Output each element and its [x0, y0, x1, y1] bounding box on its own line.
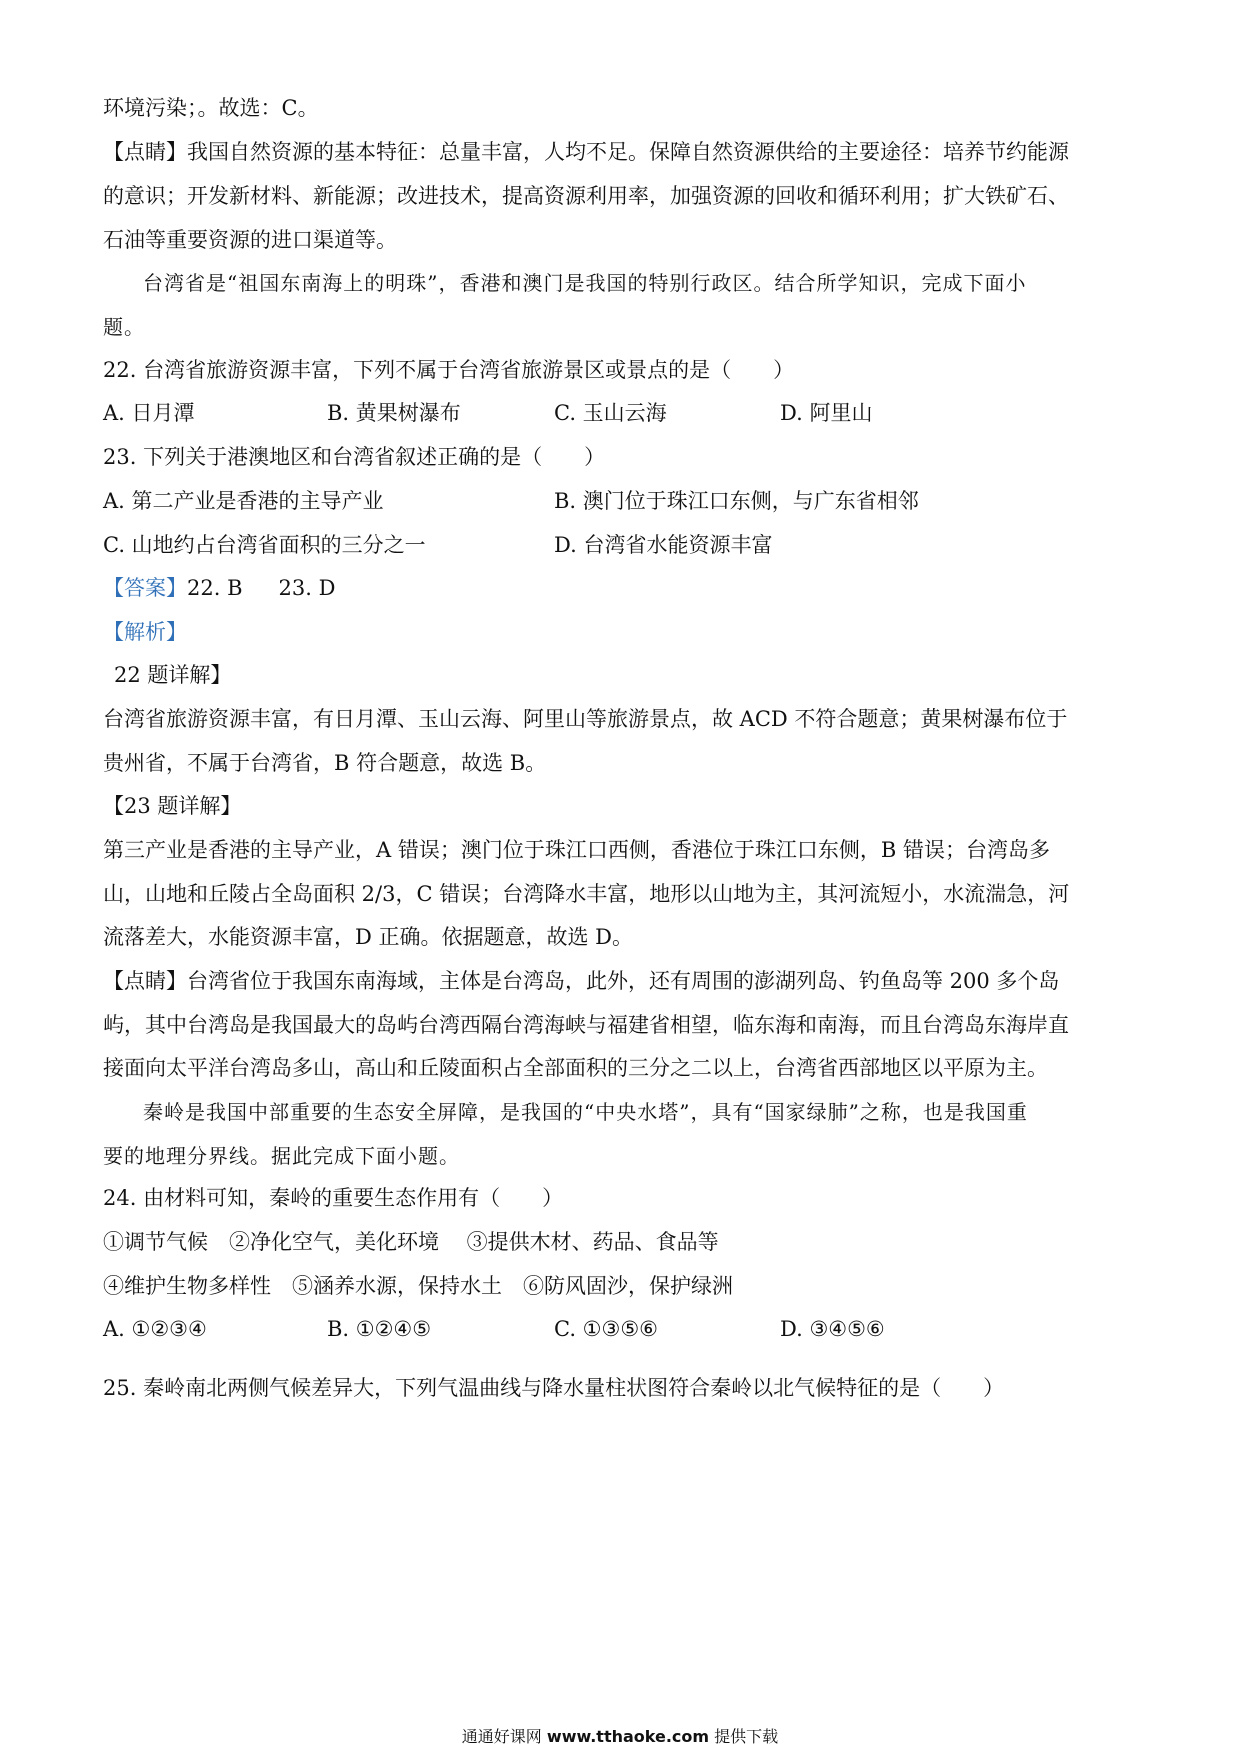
- detail-23-line: 第三产业是香港的主导产业，A 错误；澳门位于珠江口西侧，香港位于珠江口东侧，B 错误；台湾岛多: [103, 838, 1050, 862]
- detail-23-line: 流落差大，水能资源丰富，D 正确。依据题意，故选 D。: [103, 925, 634, 949]
- question-22-option-c: C. 玉山云海: [554, 401, 667, 425]
- question-24-option-d: D. ③④⑤⑥: [780, 1317, 885, 1341]
- question-25-stem: 25. 秦岭南北两侧气候差异大，下列气温曲线与降水量柱状图符合秦岭以北气候特征的是（ ）: [103, 1376, 1005, 1400]
- tip-tag: 【点睛】: [103, 969, 187, 993]
- answer-tag: 【答案】: [103, 576, 187, 600]
- footer-site-name: 通通好课网: [461, 1727, 542, 1746]
- detail-22-title: 22 题详解】: [114, 663, 232, 687]
- question-23-option-d: D. 台湾省水能资源丰富: [554, 533, 773, 557]
- text-line: 接面向太平洋台湾岛多山，高山和丘陵面积占全部面积的三分之二以上，台湾省西部地区以平原为主。: [103, 1056, 1048, 1080]
- detail-22-line: 台湾省旅游资源丰富，有日月潭、玉山云海、阿里山等旅游景点，故 ACD 不符合题意；黄果树瀑布位于: [103, 707, 1068, 731]
- question-22-stem: 22. 台湾省旅游资源丰富，下列不属于台湾省旅游景区或景点的是（ ）: [103, 358, 795, 382]
- analysis-tag: 【解析】: [103, 620, 187, 644]
- tip-paragraph-line: [103, 966, 1059, 996]
- text-line: 的意识；开发新材料、新能源；改进技术，提高资源利用率，加强资源的回收和循环利用；扩大铁矿石、: [103, 184, 1069, 208]
- text-line: 环境污染；。故选：C。: [103, 96, 319, 120]
- question-23-option-a: A. 第二产业是香港的主导产业: [103, 489, 384, 513]
- tip-text: 台湾省位于我国东南海域，主体是台湾岛，此外，还有周围的澎湖列岛、钓鱼岛等 200 多个岛: [187, 969, 1060, 993]
- material-intro-line: 秦岭是我国中部重要的生态安全屏障，是我国的“中央水塔”，具有“国家绿肺”之称，也是我国重: [143, 1100, 1028, 1124]
- answer-22: 22. B: [187, 576, 243, 600]
- footer-url[interactable]: www.tthaoke.com: [546, 1727, 710, 1746]
- question-24-items: ①调节气候 ②净化空气，美化环境 ③提供木材、药品、食品等: [103, 1230, 719, 1254]
- text-line: 石油等重要资源的进口渠道等。: [103, 228, 397, 252]
- question-22-option-a: A. 日月潭: [103, 401, 195, 425]
- page-footer: [0, 1727, 1240, 1747]
- question-22-option-d: D. 阿里山: [780, 401, 873, 425]
- question-22-option-b: B. 黄果树瀑布: [327, 401, 461, 425]
- material-intro-line: 题。: [103, 315, 145, 339]
- tip-tag: 【点睛】: [103, 140, 187, 164]
- question-23-option-c: C. 山地约占台湾省面积的三分之一: [103, 533, 426, 557]
- question-24-stem: 24. 由材料可知，秦岭的重要生态作用有（ ）: [103, 1186, 564, 1210]
- question-24-option-c: C. ①③⑤⑥: [554, 1317, 658, 1341]
- material-intro-line: 要的地理分界线。据此完成下面小题。: [103, 1144, 460, 1168]
- answer-line: [103, 573, 335, 603]
- detail-23-line: 山，山地和丘陵占全岛面积 2/3，C 错误；台湾降水丰富，地形以山地为主，其河流短小，水流湍急，河: [103, 882, 1070, 906]
- detail-23-title: 【23 题详解】: [103, 794, 242, 818]
- question-24-option-b: B. ①②④⑤: [327, 1317, 432, 1341]
- footer-suffix: 提供下载: [714, 1727, 779, 1746]
- question-24-items: ④维护生物多样性 ⑤涵养水源，保持水土 ⑥防风固沙，保护绿洲: [103, 1274, 733, 1298]
- answer-23: 23. D: [278, 576, 336, 600]
- text-line: 屿，其中台湾岛是我国最大的岛屿台湾西隔台湾海峡与福建省相望，临东海和南海，而且台湾岛东海岸直: [103, 1013, 1069, 1037]
- question-24-option-a: A. ①②③④: [103, 1317, 207, 1341]
- tip-text: 我国自然资源的基本特征：总量丰富，人均不足。保障自然资源供给的主要途径：培养节约能源: [187, 140, 1069, 164]
- material-intro-line: 台湾省是“祖国东南海上的明珠”，香港和澳门是我国的特别行政区。结合所学知识，完成下面小: [143, 271, 1027, 295]
- tip-paragraph-line: [103, 137, 1069, 167]
- detail-22-line: 贵州省，不属于台湾省，B 符合题意，故选 B。: [103, 751, 547, 775]
- question-23-stem: 23. 下列关于港澳地区和台湾省叙述正确的是（ ）: [103, 445, 606, 469]
- question-23-option-b: B. 澳门位于珠江口东侧，与广东省相邻: [554, 489, 919, 513]
